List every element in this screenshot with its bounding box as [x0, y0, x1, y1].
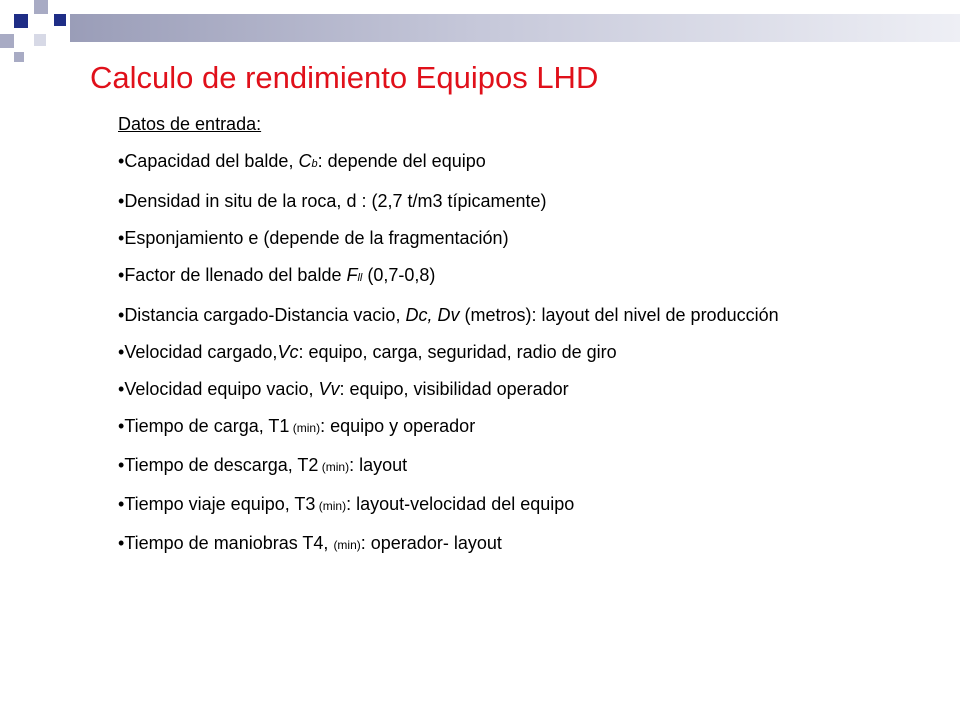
bullet-glyph: •: [118, 305, 125, 325]
slide-title: Calculo de rendimiento Equipos LHD: [90, 60, 599, 95]
bullet-item: •Velocidad cargado,Vc: equipo, carga, seguridad, radio de giro: [118, 342, 617, 362]
bullet-glyph: •: [118, 494, 125, 514]
bullet-item: •Factor de llenado del balde Fll (0,7-0,8): [118, 265, 436, 285]
bullet-item: •Distancia cargado-Distancia vacio, Dc, Dv (metros): layout del nivel de producción: [118, 305, 779, 325]
square-shape: [0, 34, 14, 48]
square-shape: [34, 0, 48, 14]
bullet-glyph: •: [118, 342, 125, 362]
square-shape: [54, 14, 66, 26]
bullet-item: •Capacidad del balde, Cb: depende del equipo: [118, 151, 486, 171]
bullet-glyph: •: [118, 151, 125, 171]
corner-squares-decoration: [0, 0, 80, 64]
bullet-glyph: •: [118, 416, 125, 436]
bullet-item: •Esponjamiento e (depende de la fragmentación): [118, 228, 509, 248]
header-gradient-band: [70, 14, 960, 42]
bullet-item: •Velocidad equipo vacio, Vv: equipo, visibilidad operador: [118, 379, 569, 399]
bullet-item: •Tiempo de maniobras T4, (min): operador- layout: [118, 533, 502, 553]
bullet-glyph: •: [118, 533, 125, 553]
bullet-item: •Tiempo viaje equipo, T3 (min): layout-velocidad del equipo: [118, 494, 575, 514]
bullet-item: •Tiempo de carga, T1 (min): equipo y operador: [118, 416, 476, 436]
section-heading: Datos de entrada:: [118, 114, 262, 134]
square-shape: [14, 14, 28, 28]
slide-content: [118, 113, 848, 556]
bullet-glyph: •: [118, 191, 125, 211]
bullet-glyph: •: [118, 228, 125, 248]
square-shape: [34, 34, 46, 46]
square-shape: [14, 52, 24, 62]
bullet-glyph: •: [118, 265, 125, 285]
bullet-glyph: •: [118, 455, 125, 475]
bullet-item: •Densidad in situ de la roca, d : (2,7 t/m3 típicamente): [118, 191, 547, 211]
bullet-glyph: •: [118, 379, 125, 399]
bullet-item: •Tiempo de descarga, T2 (min): layout: [118, 455, 408, 475]
